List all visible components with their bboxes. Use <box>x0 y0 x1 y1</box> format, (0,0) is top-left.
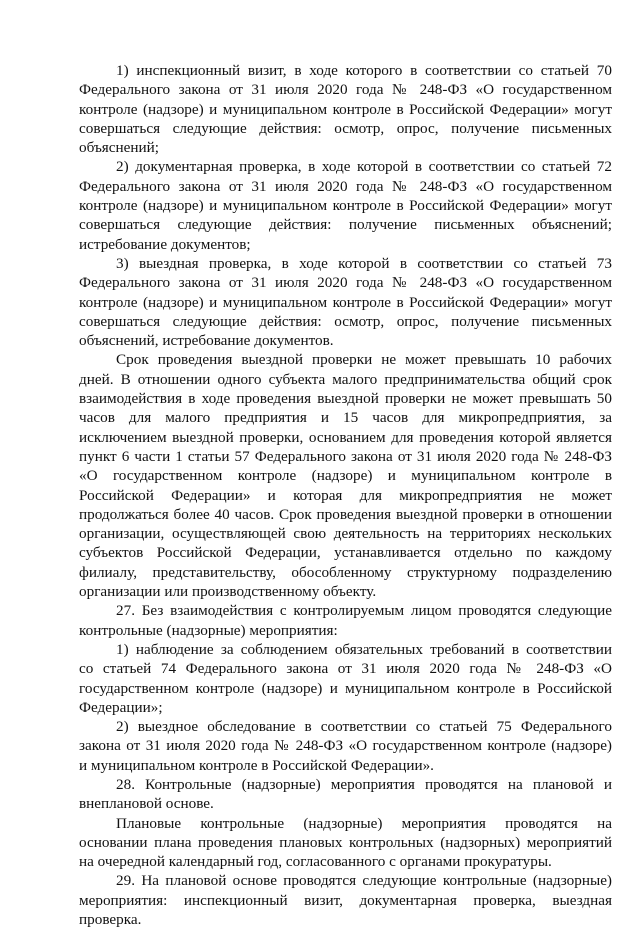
document-text-line: мероприятия: инспекционный визит, документарная проверка, выездная <box>79 891 612 909</box>
document-text-line: Федерального закона от 31 июля 2020 года № 248-ФЗ «О государственном <box>79 274 612 292</box>
document-text-line: совершаться следующие действия: осмотр, опрос, получение письменных <box>79 119 612 137</box>
document-text-line: организации или производственному объекту. <box>79 583 377 601</box>
document-text-line: со статьей 74 Федерального закона от 31 июля 2020 года № 248-ФЗ «О <box>79 660 612 678</box>
document-text-line: «О государственном контроле (надзоре) и муниципальном контроле в <box>79 467 612 485</box>
document-text-line: 2) выездное обследование в соответствии со статьей 75 Федерального <box>116 718 612 736</box>
document-text-line: филиалу, представительству, обособленному структурному подразделению <box>79 563 612 581</box>
document-text-line: субъектов Российской Федерации, устанавливается отдельно по каждому <box>79 544 612 562</box>
document-text-line: основании плана проведения плановых контрольных (надзорных) мероприятий <box>79 833 612 851</box>
document-text-line: пункт 6 части 1 статьи 57 Федерального закона от 31 июля 2020 года № 248-ФЗ <box>79 447 612 465</box>
document-text-line: 29. На плановой основе проводятся следующие контрольные (надзорные) <box>116 872 612 890</box>
document-text-line: совершаться следующие действия: получение письменных объяснений; <box>79 216 612 234</box>
document-text-line: 27. Без взаимодействия с контролируемым лицом проводятся следующие <box>116 602 612 620</box>
document-text-line: и муниципальном контроле в Российской Федерации». <box>79 756 434 774</box>
document-text-line: Российской Федерации» и которая для микропредприятия не может <box>79 486 612 504</box>
document-text-line: закона от 31 июля 2020 года № 248-ФЗ «О государственном контроле (надзоре) <box>79 737 612 755</box>
document-text-line: проверка. <box>79 911 142 929</box>
document-text-line: 2) документарная проверка, в ходе которой в соответствии со статьей 72 <box>116 158 612 176</box>
document-text-line: на очередной календарный год, согласованного с органами прокуратуры. <box>79 853 552 871</box>
document-text-line: 1) инспекционный визит, в ходе которого в соответствии со статьей 70 <box>116 62 612 79</box>
document-text-line: Плановые контрольные (надзорные) мероприятия проводятся на <box>116 814 612 832</box>
document-text-line: Федерального закона от 31 июля 2020 года № 248-ФЗ «О государственном <box>79 81 612 99</box>
document-text-line: Федерального закона от 31 июля 2020 года № 248-ФЗ «О государственном <box>79 177 612 195</box>
document-text-line: организации, осуществляющей свою деятельность на территориях нескольких <box>79 525 612 543</box>
document-text-line: Федерации»; <box>79 698 163 716</box>
document-text-line: взаимодействия в ходе проведения выездной проверки не может превышать 50 <box>79 390 612 408</box>
document-text-line: совершаться следующие действия: осмотр, опрос, получение письменных <box>79 312 612 330</box>
document-text-line: объяснений, истребование документов. <box>79 332 334 350</box>
document-text-line: дней. В отношении одного субъекта малого предпринимательства общий срок <box>79 370 612 388</box>
document-body <box>79 61 612 929</box>
document-text-line: 1) наблюдение за соблюдением обязательных требований в соответствии <box>116 640 612 658</box>
document-text-line: 28. Контрольные (надзорные) мероприятия проводятся на плановой и <box>116 775 612 793</box>
document-text-line: продолжаться более 40 часов. Срок проведения выездной проверки в отношении <box>79 505 612 523</box>
document-text-line: контроле (надзоре) и муниципальном контроле в Российской Федерации» могут <box>79 197 612 215</box>
document-text-line: Срок проведения выездной проверки не может превышать 10 рабочих <box>116 351 612 369</box>
document-text-line: государственном контроле (надзоре) и муниципальном контроле в Российской <box>79 679 612 697</box>
document-text-line: истребование документов; <box>79 235 251 253</box>
document-text-line: контроле (надзоре) и муниципальном контроле в Российской Федерации» могут <box>79 100 612 118</box>
document-text-line: 3) выездная проверка, в ходе которой в соответствии со статьей 73 <box>116 254 612 272</box>
document-text-line: часов для малого предприятия и 15 часов для микропредприятия, за <box>79 409 612 427</box>
document-text-line: внеплановой основе. <box>79 795 214 813</box>
document-text-line: объяснений; <box>79 139 159 157</box>
document-text-line: исключением выездной проверки, основанием для проведения которой является <box>79 428 612 446</box>
document-text-line: контрольные (надзорные) мероприятия: <box>79 621 338 639</box>
document-text-line: контроле (надзоре) и муниципальном контроле в Российской Федерации» могут <box>79 293 612 311</box>
